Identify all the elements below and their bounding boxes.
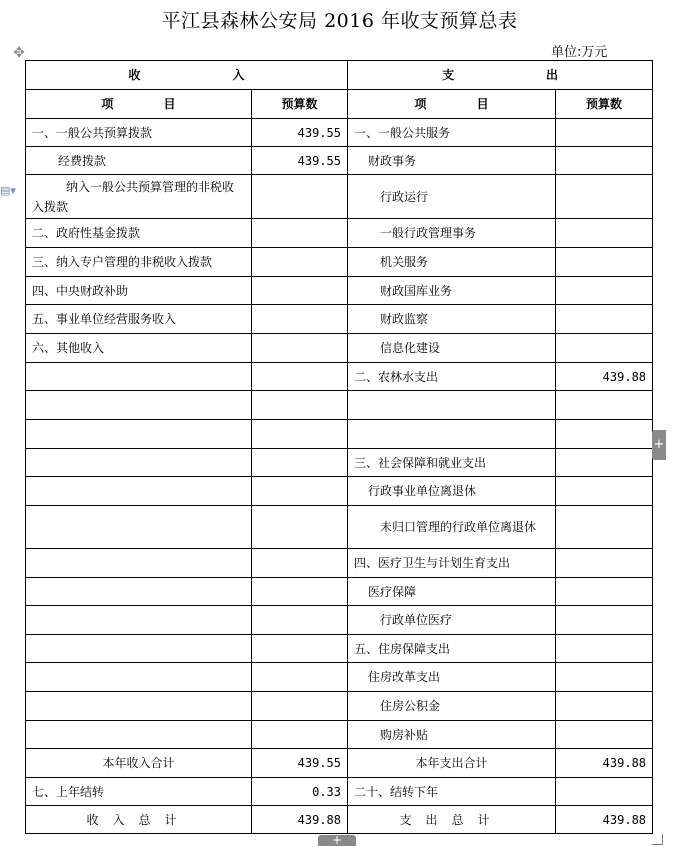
expense-item-header: 项 目 [348, 90, 556, 119]
table-row [26, 721, 653, 749]
expense-item[interactable]: 财政监察 [348, 305, 556, 334]
expense-item[interactable] [348, 420, 556, 449]
expense-total-label[interactable]: 支出总计 [348, 806, 556, 834]
income-value[interactable] [252, 606, 348, 635]
expense-subtotal-value[interactable]: 439.88 [556, 749, 653, 778]
expense-item[interactable]: 一、一般公共服务 [348, 119, 556, 147]
income-item[interactable]: 六、其他收入 [26, 334, 252, 363]
expense-item[interactable]: 信息化建设 [348, 334, 556, 363]
expense-value[interactable] [556, 219, 653, 248]
expense-value[interactable] [556, 606, 653, 635]
expense-item[interactable]: 二十、结转下年 [348, 778, 556, 806]
table-row [26, 277, 653, 305]
table-subheader-row [26, 90, 653, 119]
add-column-plus-icon[interactable]: + [652, 430, 666, 460]
table-resize-handle-icon[interactable] [652, 834, 663, 845]
income-item[interactable] [26, 391, 252, 420]
expense-value[interactable] [556, 119, 653, 147]
table-row [26, 778, 653, 806]
expense-subtotal-label[interactable]: 本年支出合计 [348, 749, 556, 778]
income-value[interactable] [252, 277, 348, 305]
table-row [26, 363, 653, 391]
add-row-plus-icon[interactable]: + [318, 835, 356, 846]
expense-value[interactable] [556, 449, 653, 477]
income-value[interactable]: 439.55 [252, 147, 348, 175]
expense-item[interactable]: 四、医疗卫生与计划生育支出 [348, 549, 556, 578]
expense-value[interactable] [556, 391, 653, 420]
income-item[interactable] [26, 721, 252, 749]
expense-item[interactable]: 五、住房保障支出 [348, 635, 556, 663]
income-header: 收 入 [26, 61, 348, 90]
table-row [26, 506, 653, 549]
table-row [26, 334, 653, 363]
expense-value[interactable] [556, 549, 653, 578]
expense-item[interactable]: 二、农林水支出 [348, 363, 556, 391]
income-item[interactable]: 三、纳入专户管理的非税收入拨款 [26, 248, 252, 277]
expense-value[interactable] [556, 663, 653, 692]
expense-value[interactable] [556, 248, 653, 277]
income-item[interactable] [26, 477, 252, 506]
income-value[interactable] [252, 477, 348, 506]
income-value[interactable] [252, 449, 348, 477]
income-value[interactable] [252, 692, 348, 721]
income-item[interactable] [26, 692, 252, 721]
income-value[interactable] [252, 248, 348, 277]
income-item[interactable]: 七、上年结转 [26, 778, 252, 806]
expense-value[interactable] [556, 477, 653, 506]
expense-item[interactable]: 住房公积金 [348, 692, 556, 721]
income-item[interactable] [26, 606, 252, 635]
expense-value[interactable]: 439.88 [556, 363, 653, 391]
income-value[interactable] [252, 420, 348, 449]
unit-label: 单位:万元 [551, 45, 608, 60]
income-item[interactable] [26, 578, 252, 606]
expense-item[interactable]: 未归口管理的行政单位离退休 [348, 506, 556, 549]
table-row [26, 663, 653, 692]
income-item[interactable] [26, 663, 252, 692]
expense-item[interactable]: 住房改革支出 [348, 663, 556, 692]
income-item[interactable]: 二、政府性基金拨款 [26, 219, 252, 248]
expense-item[interactable]: 行政运行 [348, 175, 556, 219]
income-subtotal-value[interactable]: 439.55 [252, 749, 348, 778]
income-value[interactable] [252, 663, 348, 692]
income-value[interactable] [252, 578, 348, 606]
income-item[interactable] [26, 363, 252, 391]
table-move-handle-icon[interactable]: ✥ [13, 45, 25, 61]
table-row-subtotal [26, 749, 653, 778]
table-row [26, 147, 653, 175]
table-row [26, 477, 653, 506]
income-item-header: 项 目 [26, 90, 252, 119]
expense-value[interactable] [556, 175, 653, 219]
income-item[interactable] [26, 506, 252, 549]
income-item[interactable]: 一、一般公共预算拨款 [26, 119, 252, 147]
income-total-value[interactable]: 439.88 [252, 806, 348, 834]
income-value[interactable] [252, 391, 348, 420]
table-row [26, 305, 653, 334]
income-value[interactable] [252, 305, 348, 334]
expense-value[interactable] [556, 721, 653, 749]
expense-value[interactable] [556, 578, 653, 606]
income-value[interactable] [252, 506, 348, 549]
expense-value[interactable] [556, 778, 653, 806]
table-row [26, 549, 653, 578]
income-value[interactable]: 439.55 [252, 119, 348, 147]
income-value[interactable] [252, 635, 348, 663]
income-value[interactable]: 0.33 [252, 778, 348, 806]
expense-item[interactable]: 财政国库业务 [348, 277, 556, 305]
expense-value[interactable] [556, 147, 653, 175]
table-header-row [26, 61, 653, 90]
income-item[interactable] [26, 635, 252, 663]
income-value[interactable] [252, 363, 348, 391]
expense-item[interactable]: 机关服务 [348, 248, 556, 277]
page-title: 平江县森林公安局 2016 年收支预算总表 [161, 10, 518, 32]
table-row [26, 119, 653, 147]
table-row [26, 449, 653, 477]
expense-item[interactable] [348, 391, 556, 420]
expense-item[interactable]: 购房补贴 [348, 721, 556, 749]
table-row [26, 635, 653, 663]
expense-value[interactable] [556, 420, 653, 449]
expense-value[interactable] [556, 277, 653, 305]
income-item[interactable]: 经费拨款 [26, 147, 252, 175]
expense-item[interactable]: 财政事务 [348, 147, 556, 175]
table-row [26, 420, 653, 449]
expense-item[interactable]: 一般行政管理事务 [348, 219, 556, 248]
expense-item[interactable]: 行政事业单位离退休 [348, 477, 556, 506]
income-item[interactable]: 纳入一般公共预算管理的非税收入拨款 [26, 175, 252, 219]
income-value[interactable] [252, 549, 348, 578]
side-doc-tab-icon[interactable]: ▤▾ [0, 184, 16, 197]
budget-table [25, 60, 653, 834]
table-row [26, 248, 653, 277]
income-budget-header: 预算数 [252, 90, 348, 119]
table-row [26, 175, 653, 219]
expense-value[interactable] [556, 506, 653, 549]
expense-value[interactable] [556, 305, 653, 334]
income-item[interactable] [26, 449, 252, 477]
table-row [26, 692, 653, 721]
income-item[interactable] [26, 549, 252, 578]
income-value[interactable] [252, 219, 348, 248]
income-value[interactable] [252, 334, 348, 363]
table-row [26, 391, 653, 420]
expense-header: 支 出 [348, 61, 653, 90]
income-item[interactable]: 五、事业单位经营服务收入 [26, 305, 252, 334]
expense-value[interactable] [556, 692, 653, 721]
income-value[interactable] [252, 721, 348, 749]
table-row [26, 578, 653, 606]
income-value[interactable] [252, 175, 348, 219]
table-row [26, 219, 653, 248]
income-item[interactable]: 四、中央财政补助 [26, 277, 252, 305]
expense-budget-header: 预算数 [556, 90, 653, 119]
income-subtotal-label[interactable]: 本年收入合计 [26, 749, 252, 778]
expense-value[interactable] [556, 635, 653, 663]
expense-total-value[interactable]: 439.88 [556, 806, 653, 834]
expense-item[interactable]: 行政单位医疗 [348, 606, 556, 635]
expense-value[interactable] [556, 334, 653, 363]
income-total-label[interactable]: 收入总计 [26, 806, 252, 834]
expense-item[interactable]: 医疗保障 [348, 578, 556, 606]
table-row-total [26, 806, 653, 834]
expense-item[interactable]: 三、社会保障和就业支出 [348, 449, 556, 477]
table-row [26, 606, 653, 635]
income-item[interactable] [26, 420, 252, 449]
